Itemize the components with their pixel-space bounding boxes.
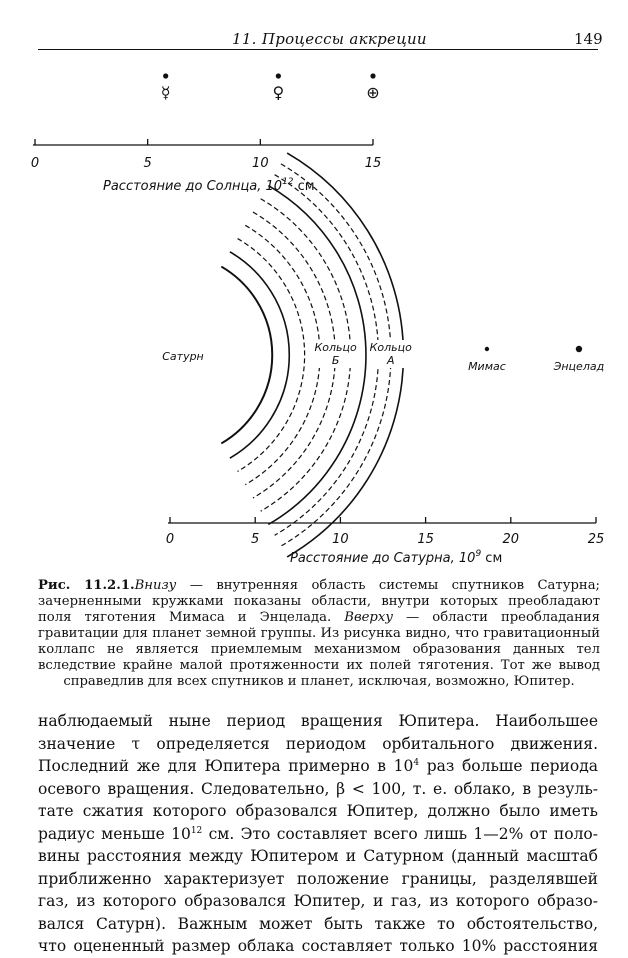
body-line: приближенно характеризует положение границы, разделявшей (38, 869, 598, 888)
bottom-tick-label: 25 (587, 532, 605, 547)
planet-symbol-mercury: ☿ (160, 83, 171, 102)
saturn-label: Сатурн (162, 350, 204, 363)
bottom-axis-label: Расстояние до Сатурна, $10^9$ см (290, 549, 503, 566)
caption-text-2: — области преобладания гравитации для планет земной группы. Из рисунка видно, что гравитационный коллапс не является приемлемым механизмом образования данных тел вследствие крайне малой протяженности их полей тяготения. Тот же вывод справедлив для всех спутников и планет, исключая, возможно, Юпитер. (38, 610, 600, 689)
top-tick-label: 10 (252, 156, 269, 171)
planet-dot (163, 73, 168, 78)
moon-label: Мимас (468, 360, 506, 373)
saturn-system (162, 153, 412, 557)
planet-symbol-venus: ♀ (272, 83, 285, 102)
bottom-tick-label: 5 (251, 532, 260, 547)
moon-dot (485, 347, 489, 351)
body-line: тате сжатия которого образовался Юпитер, должно было иметь (38, 802, 598, 820)
body-line: значение τ определяется периодом орбитального движения. (38, 734, 598, 753)
saturn-body (221, 267, 272, 444)
ring-b-inner-edge (230, 252, 289, 458)
body-line: радиус меньше $10^{12}$ см. Это составляет всего лишь 1—2% от поло- (38, 824, 599, 843)
ring-b-label: Кольцо (314, 341, 357, 354)
bottom-tick-label: 15 (417, 532, 434, 547)
planet-dot (276, 73, 281, 78)
bottom-moon-points (468, 346, 604, 373)
body-line: что оцененный размер облака составляет только 10% расстояния (38, 937, 598, 955)
running-header-title: 11. Процессы аккреции (232, 30, 427, 48)
body-line: газ, из которого образовался Юпитер, и газ, из которого образо- (38, 892, 598, 910)
bottom-tick-label: 0 (165, 532, 175, 547)
top-axis-label: Расстояние до Солнца, $10^{12}$ см (103, 177, 315, 194)
ring-a-label: Кольцо (369, 341, 412, 354)
ring-b-label-letter: Б (331, 354, 340, 367)
bottom-tick-label: 20 (502, 532, 520, 547)
body-line: вины расстояния между Юпитером и Сатурном (данный масштаб (38, 847, 598, 865)
planet-dot (370, 73, 375, 78)
bottom-panel (162, 153, 604, 566)
moon-dot (576, 346, 582, 352)
bottom-axis-ticks (166, 517, 604, 547)
body-line: наблюдаемый ныне период вращения Юпитера. Наибольшее (38, 712, 598, 730)
body-line: осевого вращения. Следовательно, β < 100, т. е. облако, в резуль- (38, 779, 598, 798)
body-paragraph (38, 710, 598, 958)
body-line: Последний же для Юпитера примерно в $10^4$ раз больше периода (38, 757, 598, 775)
caption-top-keyword: Вверху (344, 610, 393, 625)
top-tick-label: 15 (364, 156, 382, 171)
top-panel (31, 73, 381, 194)
ring-b-dashed (238, 239, 305, 472)
caption-text-1: — внутренняя область системы спутников Сатурна; зачерненными кружками показаны области, внутри которых преобладают поля тяготения Мимаса и Энцелада. (38, 578, 600, 625)
body-line: вался Сатурн). Важным может быть также то обстоятельство, (38, 914, 598, 933)
top-planet-points (161, 73, 380, 102)
bottom-tick-label: 10 (332, 532, 349, 547)
caption-label: Рис. 11.2.1. (38, 578, 135, 593)
moon-label: Энцелад (553, 360, 605, 373)
caption-bottom-keyword: Внизу (134, 578, 177, 593)
top-tick-label: 0 (30, 156, 40, 171)
page-number: 149 (574, 30, 603, 48)
ring-a-label-letter: А (386, 354, 395, 367)
figure-caption (38, 578, 600, 690)
top-axis-ticks (31, 139, 381, 171)
planet-symbol-earth: ⊕ (366, 83, 380, 102)
top-tick-label: 5 (143, 156, 152, 171)
